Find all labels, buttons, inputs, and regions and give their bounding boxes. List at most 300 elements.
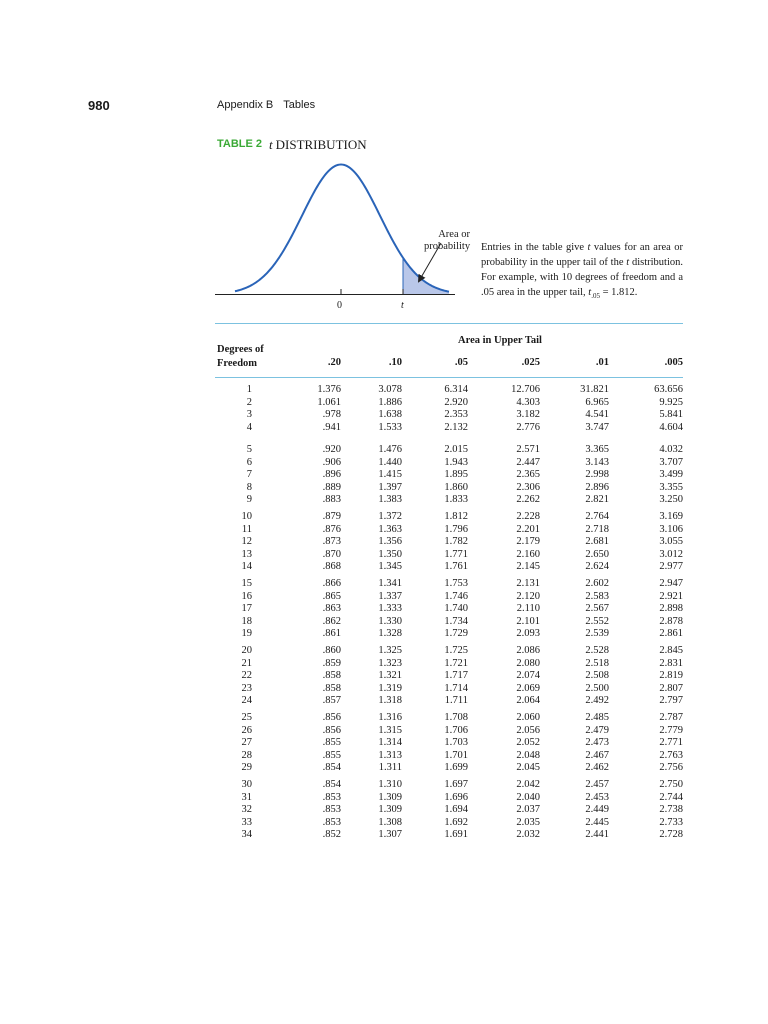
- value-cell: 1.321: [378, 670, 402, 682]
- value-cell: .876: [322, 523, 341, 535]
- value-cell: .863: [322, 603, 341, 615]
- value-cell: 2.947: [659, 578, 683, 589]
- column-header-005: .005: [664, 357, 683, 368]
- degrees-cell: 30: [241, 779, 252, 790]
- table-row: [0, 536, 768, 549]
- description-t-3: t: [588, 287, 592, 298]
- value-cell: .896: [322, 469, 341, 481]
- description-t-1: t: [587, 242, 591, 253]
- description-subscript: .05: [591, 292, 600, 301]
- value-cell: .856: [322, 712, 341, 723]
- row-group: [0, 384, 768, 434]
- table-row: [0, 750, 768, 763]
- value-cell: 2.201: [516, 523, 540, 535]
- value-cell: 2.552: [585, 615, 609, 627]
- value-cell: 2.779: [659, 724, 683, 736]
- value-cell: 3.250: [659, 494, 683, 506]
- degrees-cell: 31: [241, 791, 252, 803]
- table-row: [0, 511, 768, 524]
- value-cell: 3.106: [659, 523, 683, 535]
- degrees-cell: 21: [241, 657, 252, 669]
- degrees-cell: 7: [246, 469, 252, 481]
- table-row: [0, 792, 768, 805]
- table-label: TABLE 2: [217, 138, 263, 150]
- table-row: [0, 712, 768, 725]
- table-row: [0, 561, 768, 574]
- value-cell: 1.696: [444, 791, 468, 803]
- value-cell: 1.363: [378, 523, 402, 535]
- value-cell: 6.314: [444, 384, 468, 395]
- value-cell: 1.703: [444, 737, 468, 749]
- value-cell: 1.886: [378, 396, 402, 408]
- value-cell: 2.037: [516, 804, 540, 816]
- value-cell: 1.309: [378, 791, 402, 803]
- value-cell: 2.462: [585, 762, 609, 774]
- running-head-title: Tables: [283, 99, 316, 111]
- value-cell: 63.656: [654, 384, 683, 395]
- value-cell: 1.345: [378, 561, 402, 573]
- value-cell: .852: [322, 829, 341, 841]
- value-cell: 3.499: [659, 469, 683, 481]
- degrees-cell: 14: [241, 561, 252, 573]
- value-cell: 3.747: [585, 421, 609, 433]
- value-cell: 1.314: [378, 737, 402, 749]
- table-row: [0, 444, 768, 457]
- value-cell: .853: [322, 804, 341, 816]
- table-row: [0, 409, 768, 422]
- value-cell: 2.131: [516, 578, 540, 589]
- value-cell: 2.787: [659, 712, 683, 723]
- value-cell: 1.328: [378, 628, 402, 640]
- value-cell: 1.308: [378, 816, 402, 828]
- value-cell: 1.691: [444, 829, 468, 841]
- value-cell: 2.262: [516, 494, 540, 506]
- degrees-cell: 29: [241, 762, 252, 774]
- description-text-4: = 1.812.: [599, 287, 638, 298]
- value-cell: 2.624: [585, 561, 609, 573]
- value-cell: 2.479: [585, 724, 609, 736]
- value-cell: .857: [322, 695, 341, 707]
- value-cell: 2.807: [659, 682, 683, 694]
- value-cell: 1.383: [378, 494, 402, 506]
- value-cell: 3.055: [659, 536, 683, 548]
- value-cell: 1.692: [444, 816, 468, 828]
- value-cell: 2.518: [585, 657, 609, 669]
- table-row: [0, 817, 768, 830]
- table-row: [0, 397, 768, 410]
- value-cell: 2.878: [659, 615, 683, 627]
- value-cell: .858: [322, 670, 341, 682]
- value-cell: 2.776: [516, 421, 540, 433]
- running-head-section: Appendix B: [217, 99, 274, 111]
- value-cell: 1.440: [378, 456, 402, 468]
- value-cell: 1.341: [378, 578, 402, 589]
- value-cell: 3.365: [585, 444, 609, 455]
- value-cell: 2.845: [659, 645, 683, 656]
- value-cell: 3.707: [659, 456, 683, 468]
- value-cell: .865: [322, 590, 341, 602]
- value-cell: 2.035: [516, 816, 540, 828]
- degrees-cell: 33: [241, 816, 252, 828]
- value-cell: 2.738: [659, 804, 683, 816]
- table-row: [0, 422, 768, 435]
- value-cell: 2.069: [516, 682, 540, 694]
- table-row: [0, 603, 768, 616]
- running-head: [217, 99, 315, 111]
- degrees-cell: 13: [241, 548, 252, 560]
- value-cell: 1.721: [444, 657, 468, 669]
- value-cell: 2.539: [585, 628, 609, 640]
- value-cell: 1.325: [378, 645, 402, 656]
- value-cell: 2.086: [516, 645, 540, 656]
- value-cell: 1.729: [444, 628, 468, 640]
- table-row: [0, 695, 768, 708]
- table-title: [269, 137, 367, 153]
- value-cell: 2.032: [516, 829, 540, 841]
- value-cell: 2.750: [659, 779, 683, 790]
- table-row: [0, 628, 768, 641]
- degrees-cell: 15: [241, 578, 252, 589]
- table-row: [0, 829, 768, 842]
- value-cell: 2.457: [585, 779, 609, 790]
- degrees-cell: 2: [246, 396, 252, 408]
- value-cell: 1.694: [444, 804, 468, 816]
- value-cell: 2.819: [659, 670, 683, 682]
- table-body: [0, 384, 768, 846]
- table-title-italic: t: [269, 137, 273, 152]
- degrees-cell: 9: [246, 494, 252, 506]
- value-cell: 2.045: [516, 762, 540, 774]
- value-cell: 2.353: [444, 409, 468, 421]
- value-cell: .854: [322, 762, 341, 774]
- value-cell: .866: [322, 578, 341, 589]
- table-row: [0, 524, 768, 537]
- value-cell: 2.473: [585, 737, 609, 749]
- value-cell: .868: [322, 561, 341, 573]
- value-cell: 1.330: [378, 615, 402, 627]
- t-distribution-figure: [215, 155, 455, 315]
- value-cell: 2.831: [659, 657, 683, 669]
- page-number: 980: [88, 98, 110, 113]
- value-cell: 1.337: [378, 590, 402, 602]
- value-cell: 1.708: [444, 712, 468, 723]
- value-cell: 2.920: [444, 396, 468, 408]
- value-cell: 2.500: [585, 682, 609, 694]
- degrees-of-freedom-header: Degrees of Freedom: [217, 344, 264, 369]
- value-cell: 4.303: [516, 396, 540, 408]
- table-row: [0, 457, 768, 470]
- value-cell: 2.763: [659, 749, 683, 761]
- degrees-cell: 11: [241, 523, 252, 535]
- value-cell: 3.078: [378, 384, 402, 395]
- value-cell: 2.445: [585, 816, 609, 828]
- table-row: [0, 578, 768, 591]
- degrees-cell: 26: [241, 724, 252, 736]
- value-cell: 1.638: [378, 409, 402, 421]
- value-cell: 1.699: [444, 762, 468, 774]
- degrees-cell: 23: [241, 682, 252, 694]
- table-row: [0, 804, 768, 817]
- value-cell: 31.821: [580, 384, 609, 395]
- value-cell: .859: [322, 657, 341, 669]
- description-text-2: values for an area or probability in the upper tail of the: [481, 242, 683, 268]
- value-cell: 2.898: [659, 603, 683, 615]
- value-cell: .941: [322, 421, 341, 433]
- value-cell: 2.160: [516, 548, 540, 560]
- row-group: [0, 444, 768, 506]
- value-cell: 1.734: [444, 615, 468, 627]
- density-curve: [235, 165, 449, 292]
- value-cell: 3.012: [659, 548, 683, 560]
- value-cell: 2.771: [659, 737, 683, 749]
- value-cell: .861: [322, 628, 341, 640]
- value-cell: 2.056: [516, 724, 540, 736]
- value-cell: .853: [322, 791, 341, 803]
- description-t-2: t: [626, 257, 630, 268]
- degrees-cell: 32: [241, 804, 252, 816]
- value-cell: .978: [322, 409, 341, 421]
- degrees-cell: 18: [241, 615, 252, 627]
- table-row: [0, 384, 768, 397]
- table-row: [0, 645, 768, 658]
- value-cell: 1.782: [444, 536, 468, 548]
- value-cell: 2.467: [585, 749, 609, 761]
- value-cell: .856: [322, 724, 341, 736]
- value-cell: 1.318: [378, 695, 402, 707]
- degrees-cell: 22: [241, 670, 252, 682]
- value-cell: 2.132: [444, 421, 468, 433]
- value-cell: 2.821: [585, 494, 609, 506]
- value-cell: 1.753: [444, 578, 468, 589]
- value-cell: 12.706: [511, 384, 540, 395]
- degrees-cell: 25: [241, 712, 252, 723]
- value-cell: 1.333: [378, 603, 402, 615]
- column-header-025: .025: [521, 357, 540, 368]
- value-cell: .920: [322, 444, 341, 455]
- value-cell: 3.182: [516, 409, 540, 421]
- degrees-cell: 12: [241, 536, 252, 548]
- value-cell: 1.415: [378, 469, 402, 481]
- value-cell: .889: [322, 481, 341, 493]
- description-text-1: Entries in the table give: [481, 242, 588, 253]
- value-cell: 4.604: [659, 421, 683, 433]
- value-cell: 1.533: [378, 421, 402, 433]
- table-row: [0, 779, 768, 792]
- table-row: [0, 494, 768, 507]
- table-row: [0, 670, 768, 683]
- value-cell: 2.179: [516, 536, 540, 548]
- value-cell: 2.756: [659, 762, 683, 774]
- row-group: [0, 578, 768, 640]
- degrees-cell: 20: [241, 645, 252, 656]
- value-cell: 2.508: [585, 670, 609, 682]
- value-cell: 2.052: [516, 737, 540, 749]
- degrees-cell: 4: [246, 421, 252, 433]
- value-cell: 1.323: [378, 657, 402, 669]
- table-top-rule: [215, 323, 683, 324]
- value-cell: 2.441: [585, 829, 609, 841]
- degrees-cell: 8: [246, 481, 252, 493]
- value-cell: 2.650: [585, 548, 609, 560]
- value-cell: 2.040: [516, 791, 540, 803]
- value-cell: 2.583: [585, 590, 609, 602]
- value-cell: 2.080: [516, 657, 540, 669]
- value-cell: 1.316: [378, 712, 402, 723]
- value-cell: 9.925: [659, 396, 683, 408]
- value-cell: 2.602: [585, 578, 609, 589]
- value-cell: 1.711: [444, 695, 468, 707]
- degrees-cell: 10: [241, 511, 252, 522]
- value-cell: 1.350: [378, 548, 402, 560]
- value-cell: 2.228: [516, 511, 540, 522]
- value-cell: 2.681: [585, 536, 609, 548]
- value-cell: 1.943: [444, 456, 468, 468]
- value-cell: 2.060: [516, 712, 540, 723]
- value-cell: 2.453: [585, 791, 609, 803]
- value-cell: 2.048: [516, 749, 540, 761]
- table-header-rule: [215, 377, 683, 378]
- value-cell: 1.860: [444, 481, 468, 493]
- degrees-cell: 27: [241, 737, 252, 749]
- value-cell: 2.485: [585, 712, 609, 723]
- row-group: [0, 712, 768, 774]
- figure-description: [481, 240, 683, 304]
- value-cell: 2.921: [659, 590, 683, 602]
- value-cell: 1.311: [378, 762, 402, 774]
- column-header-01: .01: [595, 357, 609, 368]
- value-cell: 2.998: [585, 469, 609, 481]
- value-cell: .860: [322, 645, 341, 656]
- value-cell: 1.397: [378, 481, 402, 493]
- column-header-20: .20: [327, 357, 341, 368]
- value-cell: 1.319: [378, 682, 402, 694]
- value-cell: 3.355: [659, 481, 683, 493]
- value-cell: 1.771: [444, 548, 468, 560]
- value-cell: 2.492: [585, 695, 609, 707]
- value-cell: 2.365: [516, 469, 540, 481]
- row-group: [0, 779, 768, 841]
- value-cell: 1.313: [378, 749, 402, 761]
- value-cell: 2.718: [585, 523, 609, 535]
- value-cell: 2.896: [585, 481, 609, 493]
- value-cell: 1.812: [444, 511, 468, 522]
- value-cell: 1.833: [444, 494, 468, 506]
- value-cell: .853: [322, 816, 341, 828]
- t-label: t: [401, 300, 404, 311]
- value-cell: 1.796: [444, 523, 468, 535]
- value-cell: .873: [322, 536, 341, 548]
- value-cell: 2.145: [516, 561, 540, 573]
- degrees-cell: 19: [241, 628, 252, 640]
- value-cell: 2.733: [659, 816, 683, 828]
- value-cell: 1.717: [444, 670, 468, 682]
- column-header-05: .05: [454, 357, 468, 368]
- value-cell: 2.042: [516, 779, 540, 790]
- value-cell: 1.376: [317, 384, 341, 395]
- value-cell: 3.169: [659, 511, 683, 522]
- table-row: [0, 658, 768, 671]
- degrees-cell: 5: [246, 444, 252, 455]
- value-cell: 1.061: [317, 396, 341, 408]
- degrees-cell: 3: [246, 409, 252, 421]
- table-row: [0, 725, 768, 738]
- degrees-cell: 28: [241, 749, 252, 761]
- value-cell: 2.074: [516, 670, 540, 682]
- table-row: [0, 762, 768, 775]
- value-cell: 1.476: [378, 444, 402, 455]
- value-cell: .855: [322, 749, 341, 761]
- table-row: [0, 469, 768, 482]
- value-cell: .855: [322, 737, 341, 749]
- value-cell: 2.728: [659, 829, 683, 841]
- value-cell: .906: [322, 456, 341, 468]
- degrees-cell: 17: [241, 603, 252, 615]
- value-cell: 6.965: [585, 396, 609, 408]
- value-cell: .870: [322, 548, 341, 560]
- value-cell: 1.714: [444, 682, 468, 694]
- value-cell: 2.110: [516, 603, 540, 615]
- value-cell: 1.309: [378, 804, 402, 816]
- value-cell: 3.143: [585, 456, 609, 468]
- table-row: [0, 737, 768, 750]
- value-cell: 2.120: [516, 590, 540, 602]
- table-row: [0, 616, 768, 629]
- area-label: Area or probability: [424, 229, 471, 252]
- value-cell: 2.571: [516, 444, 540, 455]
- value-cell: 2.093: [516, 628, 540, 640]
- value-cell: 2.528: [585, 645, 609, 656]
- description-text-3: distribution. For example, with 10 degrees of freedom and a .05 area in the upper tail,: [481, 257, 684, 298]
- value-cell: 2.744: [659, 791, 683, 803]
- table-row: [0, 591, 768, 604]
- table-row: [0, 549, 768, 562]
- value-cell: 1.761: [444, 561, 468, 573]
- value-cell: 2.306: [516, 481, 540, 493]
- value-cell: 5.841: [659, 409, 683, 421]
- area-in-upper-tail-header: Area in Upper Tail: [458, 335, 542, 346]
- value-cell: 2.449: [585, 804, 609, 816]
- value-cell: 1.310: [378, 779, 402, 790]
- table-row: [0, 482, 768, 495]
- degrees-cell: 6: [246, 456, 252, 468]
- value-cell: 2.764: [585, 511, 609, 522]
- degrees-cell: 16: [241, 590, 252, 602]
- value-cell: 2.861: [659, 628, 683, 640]
- value-cell: 4.032: [659, 444, 683, 455]
- degrees-cell: 34: [241, 829, 252, 841]
- table-title-text: DISTRIBUTION: [275, 137, 367, 152]
- value-cell: 1.746: [444, 590, 468, 602]
- value-cell: 1.706: [444, 724, 468, 736]
- table-row: [0, 683, 768, 696]
- value-cell: .858: [322, 682, 341, 694]
- value-cell: 2.015: [444, 444, 468, 455]
- value-cell: 4.541: [585, 409, 609, 421]
- value-cell: 1.307: [378, 829, 402, 841]
- value-cell: 1.701: [444, 749, 468, 761]
- value-cell: 1.740: [444, 603, 468, 615]
- value-cell: 1.895: [444, 469, 468, 481]
- degrees-cell: 24: [241, 695, 252, 707]
- value-cell: 1.725: [444, 645, 468, 656]
- value-cell: 1.372: [378, 511, 402, 522]
- value-cell: .883: [322, 494, 341, 506]
- value-cell: 2.567: [585, 603, 609, 615]
- value-cell: 2.977: [659, 561, 683, 573]
- value-cell: 1.697: [444, 779, 468, 790]
- value-cell: .879: [322, 511, 341, 522]
- value-cell: .862: [322, 615, 341, 627]
